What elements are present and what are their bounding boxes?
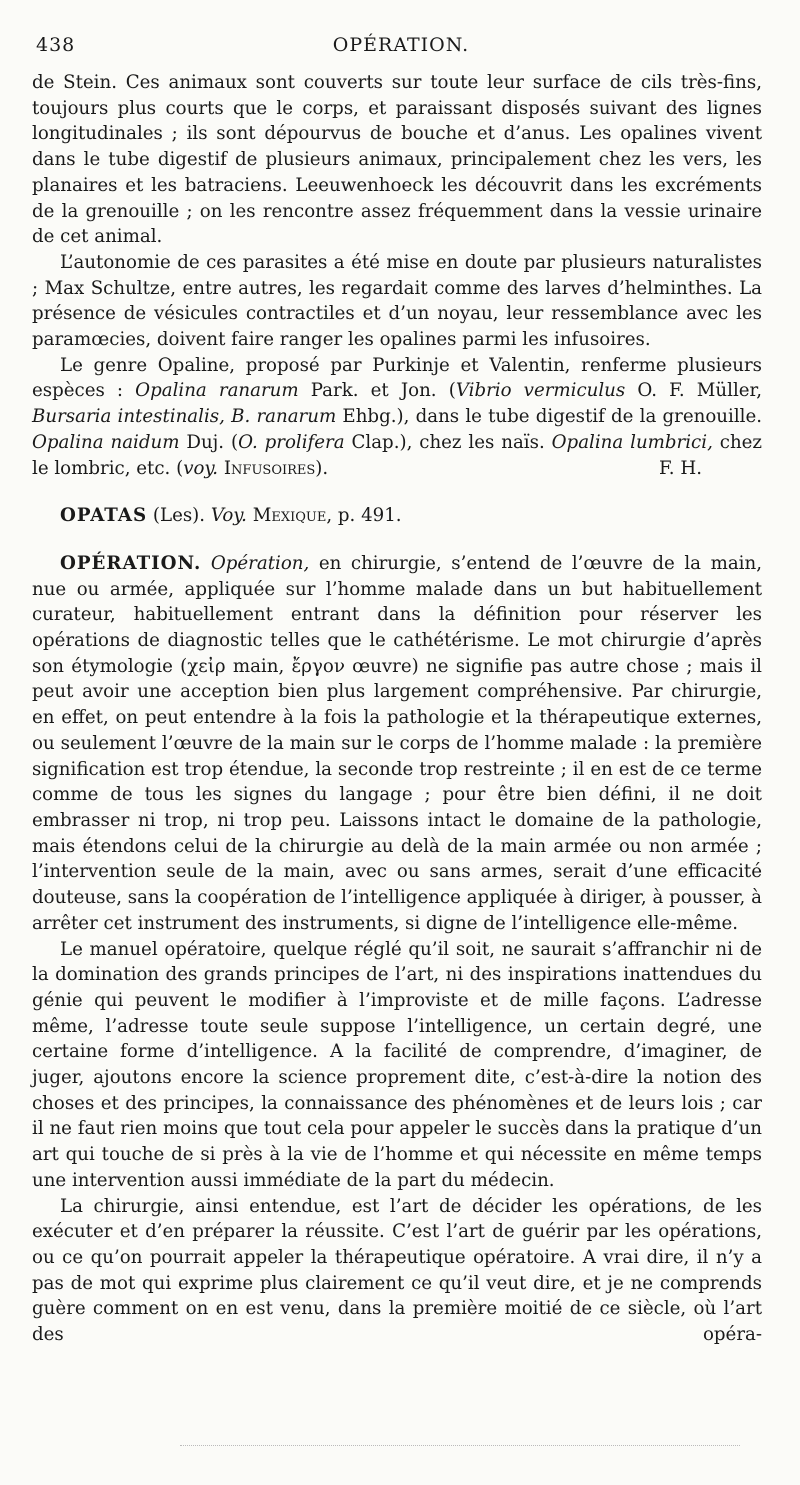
headword: OPÉRATION. — [60, 552, 202, 574]
species-name: Vibrio vermiculus — [455, 380, 626, 402]
paragraph-species — [32, 353, 762, 482]
page-header — [36, 34, 766, 60]
species-name: Opalina naidum — [32, 431, 180, 453]
paragraph: La chirurgie, ainsi entendue, est l’art de décider les opérations, de les exécuter et d’en préparer la réussite. C’est l’art de guérir par les opérations, ou ce qu’on pourrait appeler la thérapeutique opératoire. A vrai dire, il n’y a pas de mot qui exprime plus clairement ce qu’il veut dire, et je ne comprends guère comment on en est venu, dans la première moitié de ce siècle, où l’art des opéra- — [32, 1195, 762, 1346]
headword: OPATAS — [60, 505, 148, 527]
paragraph — [32, 551, 762, 937]
text-run: Clap.), chez les naïs. — [344, 431, 552, 453]
entry-opatas — [32, 503, 762, 529]
text-run: Ehbg.), dans le tube digestif de la grenouille. — [336, 406, 762, 428]
text-run: O. F. Müller, — [625, 380, 763, 402]
species-name: Bursaria intestinalis, B. ranarum — [32, 406, 337, 428]
entry-operation — [32, 551, 762, 1348]
author-signature: F. H. — [659, 457, 702, 479]
page-number: 438 — [36, 34, 76, 56]
entry-line — [32, 503, 762, 529]
paragraph: Le manuel opératoire, quelque réglé qu’il soit, ne saurait s’affranchir ni de la domination des grands principes de l’art, ni des inspirations inattendues du génie qui peuvent le modifier à l’improviste et de mille façons. L’adresse même, l’adresse toute seule suppose l’intelligence, un certain degré, une certaine forme d’intelligence. A la facilité de comprendre, d’imaginer, de juger, ajoutons encore la science proprement dite, c’est-à-dire la notion des choses et des principes, la connaissance des phénomènes et de leurs lois ; car il ne faut rien moins que tout cela pour appeler le succès dans la pratique d’un art qui touche de si près à la vie de l’homme et qui nécessite en même temps une intervention aussi immédiate de la part du médecin. — [32, 938, 762, 1191]
species-name: O. prolifera — [238, 431, 345, 453]
italic-term: Opération, — [210, 552, 310, 574]
page-body — [32, 70, 762, 1348]
entry-opaline-continued — [32, 70, 762, 481]
running-title: OPÉRATION. — [332, 34, 470, 56]
cross-reference: Infusoires — [223, 457, 316, 479]
page-foot-rule — [180, 1445, 740, 1447]
voy-abbrev: voy. — [183, 457, 219, 479]
text-run: Park. et Jon. ( — [298, 380, 456, 402]
species-name: Opalina ranarum — [135, 380, 299, 402]
text-run: Duj. ( — [179, 431, 239, 453]
cross-reference: Mexique — [252, 505, 327, 527]
text-run: en chirurgie, s’entend de l’œuvre de la main, nue ou armée, appliquée sur l’homme malade dans un but habituellement curateur, habituellement entrant dans la définition pour réserver les opérations de diagnostic telles que le cathétérisme. Le mot chirurgie d’après son étymologie (χεἰρ main, ἔργον œuvre) ne signifie pas autre chose ; mais il peut avoir une acception bien plus largement compréhensive. Par chirurgie, en effet, on peut entendre à la fois la pathologie et la thérapeutique externes, ou seulement l’œuvre de la main sur le corps de l’homme malade : la première signification est trop étendue, la seconde trop restreinte ; il en est de ce terme comme de tous les signes du langage ; pour être bien défini, il ne doit embrasser ni trop, ni trop peu. Laissons intact le domaine de la pathologie, mais étendons celui de la chirurgie au delà de la main armée ou non armée ; l’intervention seule de la main, avec ou sans armes, serait d’une efficacité douteuse, sans la coopération de l’intelligence appliquée à diriger, à pousser, à arrêter cet instrument des instruments, si digne de l’intelligence elle-même. — [32, 552, 762, 934]
text-run: Le genre Opaline, proposé par Purkinje et Valentin, renferme plusieurs espèces : — [32, 354, 762, 402]
text-run: ). — [315, 457, 329, 479]
paragraph: L’autonomie de ces parasites a été mise en doute par plusieurs naturalistes ; Max Schultze, entre autres, les regardait comme des larves d’helminthes. La présence de vésicules contractiles et d’un noyau, leur ressemblance avec les paramœcies, doivent faire ranger les opalines parmi les infusoires. — [32, 251, 762, 351]
species-name: Opalina lumbrici, — [551, 431, 713, 453]
headword-article: (Les). — [152, 505, 206, 527]
text-run: chez le lombric, etc. ( — [32, 431, 763, 479]
page-reference: , p. 491. — [326, 505, 402, 527]
paragraph: de Stein. Ces animaux sont couverts sur toute leur surface de cils très-fins, toujours plus courts que le corps, et paraissant disposés suivant des lignes longitudinales ; ils sont dépourvus de bouche et d’anus. Les opalines vivent dans le tube digestif de plusieurs animaux, principalement chez les vers, les planaires et les batraciens. Leeuwenhoeck les découvrit dans les excréments de la grenouille ; on les rencontre assez fréquemment dans la vessie urinaire de cet animal. — [32, 72, 762, 248]
voy-abbrev: Voy. — [210, 505, 247, 527]
